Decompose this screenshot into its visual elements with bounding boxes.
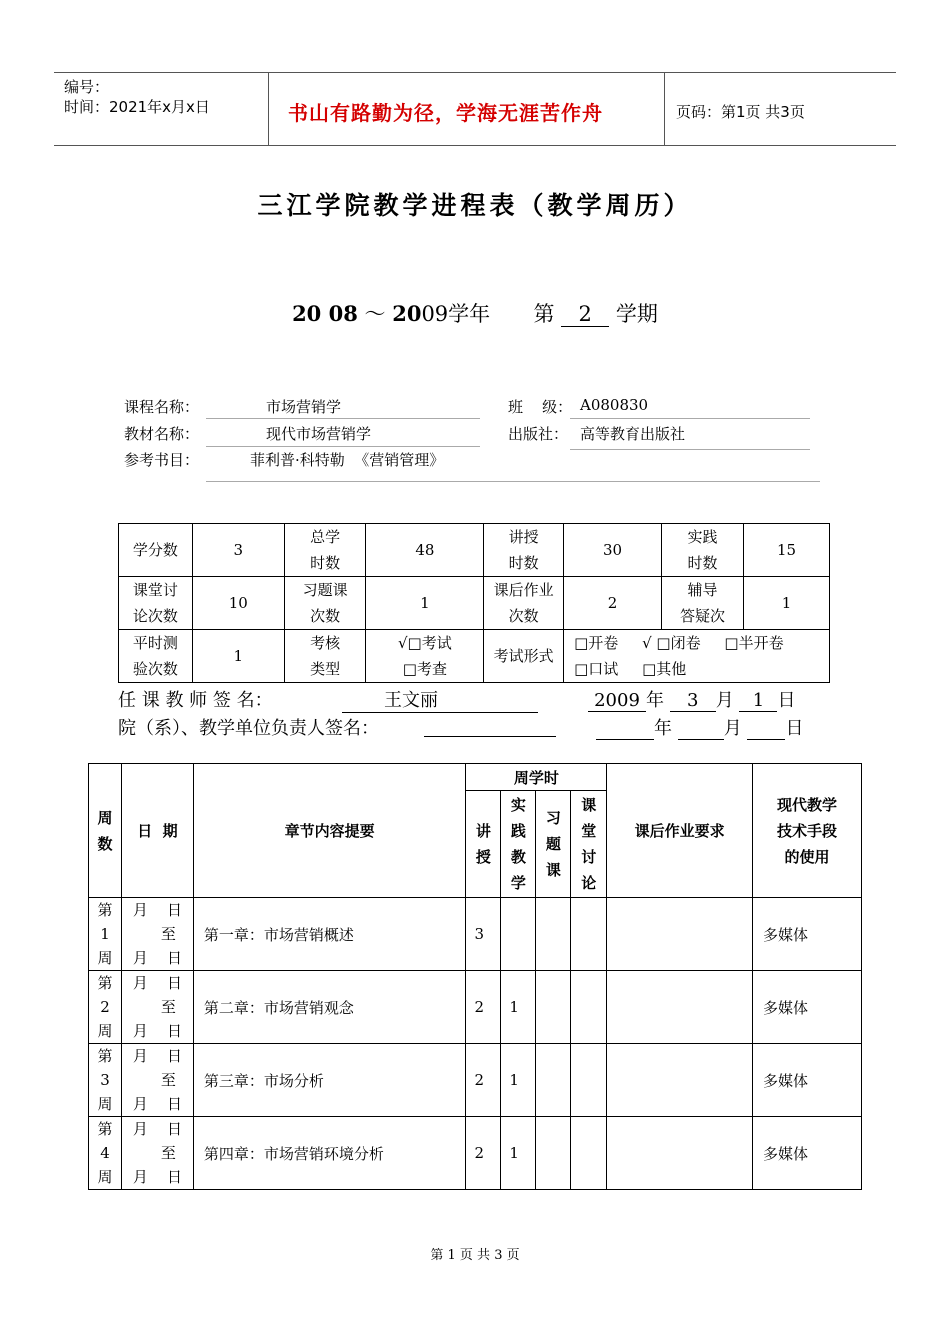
time-label: 时间：2021年x月x日 (64, 98, 210, 116)
publisher: 高等教育出版社 (580, 425, 686, 443)
teacher-name: 王文丽 (384, 690, 438, 711)
course-name-label: 课程名称： (124, 398, 200, 416)
year-end-century: 20 (392, 301, 422, 326)
total-hours-value: 48 (366, 524, 484, 577)
date-cell: 月 日 至 月 日 (121, 971, 193, 1044)
homework-cell (607, 898, 753, 971)
sign-month[interactable]: 3 (670, 690, 716, 712)
week-cell: 第 1 周 (89, 898, 122, 971)
practice-cell: 1 (501, 1117, 536, 1190)
dept-sign-month[interactable] (678, 718, 724, 740)
lecture-cell: 2 (466, 1117, 501, 1190)
table-row (89, 1044, 862, 1117)
year-start: 20 08 (292, 301, 358, 326)
month-char: 月 (715, 690, 734, 711)
header-practice: 实践教学 (501, 791, 536, 898)
assess-option-exam[interactable]: √□考试 (398, 634, 452, 652)
tech-cell: 多媒体 (753, 1044, 862, 1117)
day-char: 日 (777, 690, 796, 711)
credits-value: 3 (192, 524, 284, 577)
exam-form-line-1[interactable]: □开卷 √ □闭卷 □半开卷 (574, 634, 784, 652)
class-value: A080830 (580, 396, 649, 414)
course-name: 市场营销学 (266, 398, 342, 416)
header-top-rule (54, 72, 896, 73)
dept-sign-date (596, 714, 803, 740)
discussion-value: 10 (192, 577, 284, 630)
discussion-cell (571, 1044, 607, 1117)
class-underline (570, 418, 810, 419)
tech-cell: 多媒体 (753, 1117, 862, 1190)
dept-month-char: 月 (723, 718, 742, 739)
lecture-cell: 2 (466, 971, 501, 1044)
discussion-cell (571, 971, 607, 1044)
content-cell: 第四章：市场营销环境分析 (193, 1117, 466, 1190)
class-label: 班 级： (508, 398, 573, 416)
motto: 书山有路勤为径，学海无涯苦作舟 (288, 101, 603, 125)
reference-book: 菲利普·科特勒 《营销管理》 (250, 451, 445, 469)
reference-label: 参考书目： (124, 451, 200, 469)
header-divider-right (664, 72, 665, 145)
weekly-schedule-table (88, 763, 862, 1190)
header-lecture: 讲授 (466, 791, 501, 898)
header-content: 章节内容提要 (193, 764, 466, 898)
lecture-hours-label: 讲授 时数 (484, 524, 564, 577)
practice-cell (501, 898, 536, 971)
credits-label: 学分数 (119, 524, 193, 577)
week-cell: 第 4 周 (89, 1117, 122, 1190)
exercise-value: 1 (366, 577, 484, 630)
exam-form-options[interactable] (564, 630, 830, 683)
year-tilde: ～ (364, 302, 386, 326)
page-label: 页码：第1页 共3页 (676, 103, 805, 121)
header-tech: 现代教学技术手段的使用 (753, 764, 862, 898)
dept-sign-label: 院（系）、教学单位负责人签名： (118, 718, 379, 739)
textbook-underline (206, 446, 480, 447)
content-cell: 第一章：市场营销概述 (193, 898, 466, 971)
term-number: 2 (561, 302, 609, 327)
term-prefix: 第 (533, 302, 555, 326)
homework-label: 课后作业 次数 (484, 577, 564, 630)
discussion-cell (571, 898, 607, 971)
exam-form-line-2[interactable]: □口试 □其他 (574, 660, 687, 678)
practice-cell: 1 (501, 971, 536, 1044)
homework-cell (607, 971, 753, 1044)
tutoring-value: 1 (743, 577, 829, 630)
lecture-cell: 3 (466, 898, 501, 971)
practice-cell: 1 (501, 1044, 536, 1117)
publisher-underline (570, 449, 810, 450)
header-exercise: 习题课 (536, 791, 571, 898)
assess-type-label: 考核 类型 (284, 630, 366, 683)
page-title: 三江学院教学进程表（教学周历） (257, 191, 693, 220)
course-stats-table (118, 523, 830, 683)
dept-sign-field[interactable] (424, 736, 556, 737)
week-cell: 第 2 周 (89, 971, 122, 1044)
table-row (89, 1117, 862, 1190)
page-footer: 第 1 页 共 3 页 (430, 1248, 520, 1263)
quiz-label: 平时测 验次数 (119, 630, 193, 683)
homework-cell (607, 1117, 753, 1190)
assess-option-check[interactable]: □考查 (402, 660, 447, 678)
content-cell: 第三章：市场分析 (193, 1044, 466, 1117)
quiz-value: 1 (192, 630, 284, 683)
assess-type-options[interactable] (366, 630, 484, 683)
academic-year-line (0, 298, 950, 328)
discussion-cell (571, 1117, 607, 1190)
publisher-label: 出版社： (508, 425, 569, 443)
dept-sign-year[interactable] (596, 718, 654, 740)
year-char: 年 (646, 690, 664, 711)
textbook: 现代市场营销学 (266, 425, 372, 443)
exercise-cell (536, 971, 571, 1044)
practice-hours-value: 15 (743, 524, 829, 577)
term-suffix: 学期 (615, 302, 658, 326)
teacher-sign-label: 任 课 教 师 签 名： (118, 690, 273, 711)
header-homework: 课后作业要求 (607, 764, 753, 898)
year-suffix: 学年 (448, 302, 491, 326)
exercise-cell (536, 898, 571, 971)
exam-form-label: 考试形式 (484, 630, 564, 683)
header-weekly-hours: 周学时 (466, 764, 607, 791)
total-hours-label: 总学 时数 (284, 524, 366, 577)
sign-date (588, 686, 795, 712)
year-end: 09 (421, 302, 449, 326)
date-cell: 月 日 至 月 日 (121, 898, 193, 971)
course-name-underline (206, 418, 480, 419)
lecture-hours-value: 30 (564, 524, 662, 577)
tech-cell: 多媒体 (753, 971, 862, 1044)
practice-hours-label: 实践 时数 (662, 524, 744, 577)
exercise-label: 习题课 次数 (284, 577, 366, 630)
textbook-label: 教材名称： (124, 425, 200, 443)
discussion-label: 课堂讨 论次数 (119, 577, 193, 630)
table-row (89, 898, 862, 971)
dept-day-char: 日 (785, 718, 804, 739)
header-date: 日 期 (121, 764, 193, 898)
date-cell: 月 日 至 月 日 (121, 1044, 193, 1117)
week-cell: 第 3 周 (89, 1044, 122, 1117)
sign-year[interactable]: 2009 (588, 690, 646, 712)
dept-year-char: 年 (654, 718, 672, 739)
header-discussion: 课堂讨论 (571, 791, 607, 898)
tech-cell: 多媒体 (753, 898, 862, 971)
exercise-cell (536, 1117, 571, 1190)
table-row (89, 971, 862, 1044)
header-week: 周数 (89, 764, 122, 898)
doc-number-label: 编号： (64, 78, 110, 96)
header-divider-left (268, 72, 269, 145)
exercise-cell (536, 1044, 571, 1117)
teacher-name-field[interactable] (342, 686, 538, 713)
dept-sign-day[interactable] (747, 718, 785, 740)
tutoring-label: 辅导 答疑次 (662, 577, 744, 630)
content-cell: 第二章：市场营销观念 (193, 971, 466, 1044)
reference-underline (206, 481, 820, 482)
header-bottom-rule (54, 145, 896, 146)
date-cell: 月 日 至 月 日 (121, 1117, 193, 1190)
homework-cell (607, 1044, 753, 1117)
sign-day[interactable]: 1 (739, 690, 777, 712)
lecture-cell: 2 (466, 1044, 501, 1117)
homework-value: 2 (564, 577, 662, 630)
